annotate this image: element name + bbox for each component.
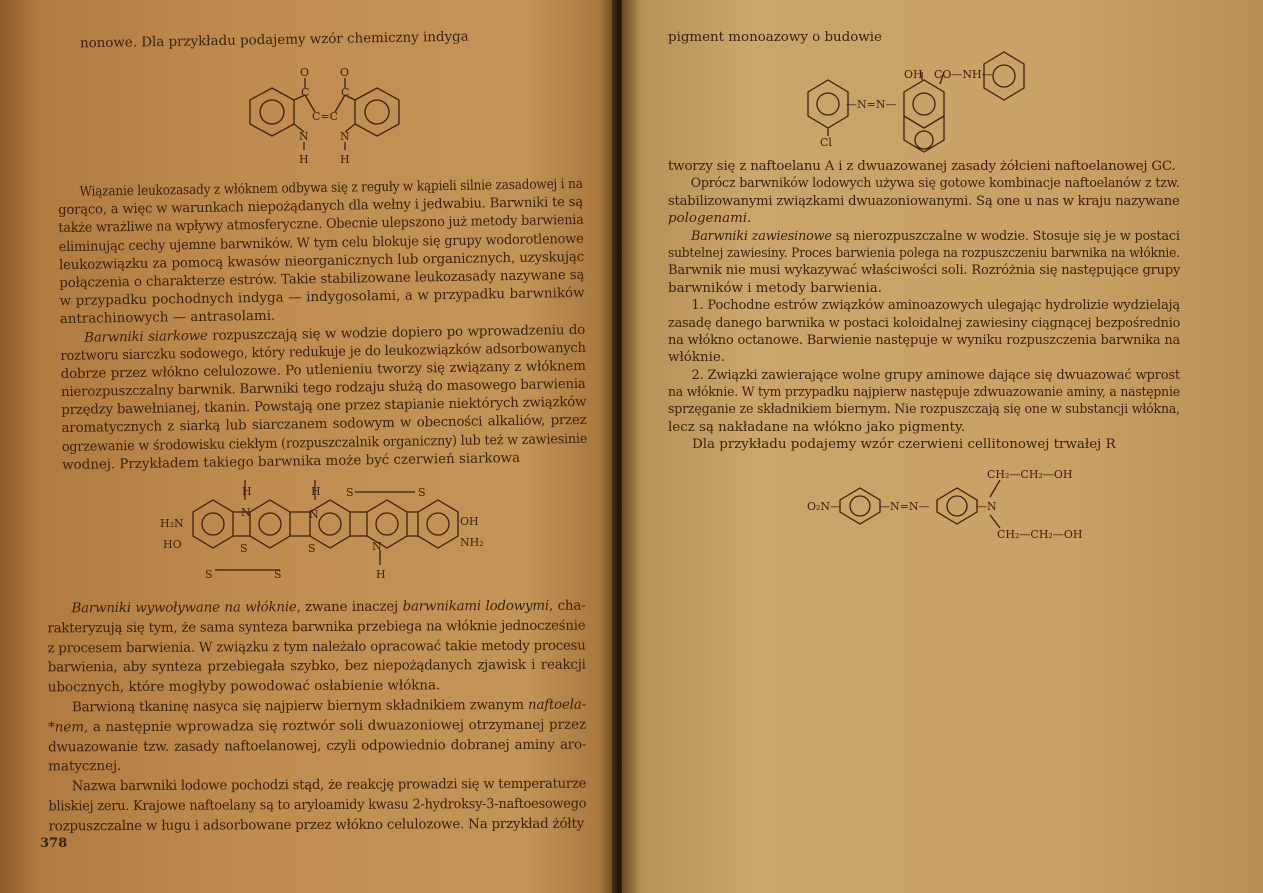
text-line [668, 158, 1180, 175]
text-span: w przypadku pochodnych indyga — indygosolami, a w przypadku barwników [59, 286, 585, 310]
svg-text:—N=N—: —N=N— [846, 98, 897, 111]
text-line [49, 814, 587, 837]
svg-text:Cl: Cl [820, 136, 832, 149]
text-span: dobrze przez włókno celulozowe. Po utlenieniu tworzy się związany z włóknem [60, 358, 586, 382]
text-line [668, 193, 1180, 210]
svg-text:HO: HO [163, 538, 182, 551]
text-line [668, 280, 1180, 297]
text-line [668, 401, 1180, 418]
text-span: z procesem barwienia. W związku z tym należało opracować takie metody procesu [47, 638, 586, 657]
pigment-labels [820, 68, 993, 149]
text-line [47, 636, 586, 659]
text-line [668, 210, 1180, 227]
text-line [48, 795, 587, 817]
text-span: *nem [48, 720, 85, 736]
text-span: nierozpuszczalny barwnik. Barwniki tego rodzaju służą do masowego barwienia [60, 376, 586, 401]
text-span: dwuazowanie tzw. zasady naftoelanowej, czyli odpowiednio dobranej aminy aro- [48, 737, 587, 755]
text-span: barwienia, aby synteza przebiegała szybko, bez niepożądanych zjawisk i reakcji [47, 657, 586, 676]
text-span: przędzy bawełnianej, tkanin. Powstają one przez stapianie niektórych związków [61, 395, 587, 419]
text-span: wodnej. Przykładem takiego barwnika może być czerwień siarkowa [62, 450, 521, 473]
text-line [668, 419, 1180, 436]
text-line [668, 436, 1180, 453]
svg-text:S: S [418, 486, 426, 499]
text-line [48, 656, 586, 679]
text-span: Barwniki wywoływane na włóknie [71, 600, 297, 617]
text-line [668, 315, 1181, 332]
svg-text:H: H [376, 568, 386, 581]
text-span: pologenami. [668, 211, 752, 227]
text-span: subtelnej zawiesiny. Proces barwienia polega na rozpuszczeniu barwnika na włóknie. [668, 245, 1180, 261]
sulfur-dye-labels [160, 485, 484, 581]
svg-text:S: S [240, 542, 248, 555]
text-span: Dla przykładu podajemy wzór czerwieni cellitonowej trwałej R [692, 437, 1116, 453]
text-span: także wrażliwe na wpływy atmosferyczne. Obecnie ulepszono już metody barwienia [58, 213, 584, 237]
right-page [622, 0, 1263, 893]
svg-text:N: N [309, 508, 319, 521]
left-text-block-1 [58, 176, 588, 475]
text-span: gorąco, a więc w warunkach niepożądanych dla wełny i jedwabiu. Barwniki te są [58, 195, 584, 219]
text-line [48, 735, 586, 758]
page-number: 378 [40, 836, 68, 851]
text-line [668, 297, 1181, 314]
svg-text:S: S [205, 568, 213, 581]
text-span: stabilizowanymi związkami dwuazoniowanymi. Są one u nas w kraju nazywane [668, 193, 1180, 209]
text-span: na włóknie. W tym przypadku najpierw następuje zdwuazowanie aminy, a następnie [668, 385, 1180, 401]
text-span: 2. Związki zawierające wolne grupy aminowe dające się dwuazować wprost [691, 367, 1181, 383]
text-span: Oprócz barwników lodowych używa się gotowe kombinacje naftoelanów z tzw. [690, 176, 1180, 192]
left-header: nonowe. Dla przykładu podajemy wzór chemiczny indyga [79, 29, 469, 52]
svg-text:S: S [308, 542, 316, 555]
svg-text:NH₂: NH₂ [460, 536, 484, 549]
svg-text:O: O [300, 66, 310, 79]
text-span: , zwane inaczej [296, 599, 403, 616]
svg-text:S: S [274, 568, 282, 581]
text-line [668, 349, 1180, 366]
text-span: Barwniki zawiesinowe [690, 228, 832, 244]
svg-text:N: N [241, 506, 251, 519]
svg-text:—N=N—: —N=N— [879, 500, 930, 513]
svg-text:—N: —N [976, 500, 997, 513]
svg-text:C: C [301, 86, 310, 99]
svg-text:O: O [340, 66, 350, 79]
text-span: na włókno octanowe. Barwienie następuje w wyniku rozpuszczenia barwnika na [668, 332, 1181, 348]
text-span: , cha- [548, 598, 586, 614]
text-span: rozpuszczają się w wodzie dopiero po wprowadzeniu do [207, 322, 586, 344]
svg-text:N: N [372, 540, 382, 553]
text-line [668, 367, 1181, 384]
text-span: matycznej. [48, 759, 122, 775]
svg-text:C: C [341, 86, 350, 99]
svg-text:H: H [299, 153, 309, 166]
text-span: zasadę danego barwnika w postaci koloidalnej zawiesiny ciągnącej bezpośrednio [668, 315, 1181, 331]
svg-text:N: N [299, 130, 309, 143]
svg-text:H: H [311, 485, 321, 498]
svg-text:H: H [340, 153, 350, 166]
left-page [0, 0, 618, 893]
text-span: naftoela- [527, 697, 586, 713]
text-span: ogrzewanie w środowisku ciekłym (rozpuszczalnik organiczny) lub też w zawiesinie [61, 431, 588, 455]
text-span: połączenia o charakterze estrów. Takie stabilizowane leukozasady nazywane są [59, 267, 585, 292]
text-span: lecz są nakładane na włókno jako pigmenty. [668, 419, 965, 435]
svg-text:CH₂—CH₂—OH: CH₂—CH₂—OH [987, 468, 1073, 481]
text-line [668, 228, 1180, 245]
right-header: pigment monoazowy o budowie [668, 30, 882, 45]
text-line [668, 262, 1181, 279]
svg-text:H: H [242, 485, 252, 498]
svg-text:S: S [346, 486, 354, 499]
svg-text:CO—NH—: CO—NH— [934, 68, 993, 81]
text-line [48, 715, 586, 738]
text-span: antrachinowych — antrasolami. [59, 309, 276, 328]
text-span: rakteryzują się tym, że sama synteza barwnika przebiega na włóknie jednocześnie [47, 618, 586, 637]
svg-text:H₂N: H₂N [160, 517, 184, 530]
text-span: 1. Pochodne estrów związków aminoazowych ulegając hydrolizie wydzielają [691, 298, 1181, 314]
text-span: tworzy się z naftoelanu A i z dwuazowanej zasady żółcieni naftoelanowej GC. [668, 159, 1176, 174]
svg-text:C=C: C=C [312, 110, 339, 123]
text-span: są nierozpuszczalne w wodzie. Stosuje się je w postaci [831, 228, 1180, 244]
text-span: bliskiej zeru. Krajowe naftoelany są to aryloamidy kwasu 2-hydroksy-3-naftoesowego [48, 796, 587, 815]
svg-text:N: N [340, 130, 350, 143]
text-span: ubocznych, które mogłyby powodować osłabienie włókna. [47, 678, 441, 696]
svg-text:CH₂—CH₂—OH: CH₂—CH₂—OH [997, 528, 1083, 541]
right-text-block [668, 158, 1180, 454]
text-span: włóknie. [668, 350, 726, 366]
indigo-labels [299, 66, 350, 166]
celliton-red-labels [807, 468, 1082, 541]
text-span: aromatycznych z siarką lub siarczanem sodowym w obecności alkaliów, przez [61, 413, 587, 437]
text-line [668, 245, 1180, 262]
text-span: eliminując cechy ujemne barwników. W tym celu blokuje się grupy wodorotlenowe [58, 231, 584, 255]
text-span: Barwioną tkaninę nasyca się najpierw biernym składnikiem zwanym [71, 697, 529, 716]
text-span: Nazwa barwniki lodowe pochodzi stąd, że reakcję prowadzi się w temperaturze [71, 776, 587, 795]
svg-text:OH: OH [460, 515, 479, 528]
text-span: , a następnie wprowadza się roztwór soli dwuazoniowej otrzymanej przez [83, 717, 587, 736]
text-span: barwników i metody barwienia. [668, 280, 882, 296]
text-span: leukozwiązku za pomocą kwasów nieorganicznych lub organicznych, uzyskując [58, 249, 585, 273]
text-line [668, 384, 1180, 401]
pigment-structure [808, 52, 1024, 152]
text-span: Barwnik nie musi wykazywać właściwości soli. Rozróżnia się następujące grupy [668, 263, 1181, 279]
text-span: Wiązanie leukozasady z włóknem odbywa się z reguły w kąpieli silnie zasadowej i na [79, 176, 583, 200]
left-text-block-2 [47, 597, 586, 837]
text-span: sprzęganie ze składnikiem biernym. Nie rozpuszczają się one w substancji włókna, [668, 402, 1180, 418]
text-line [48, 696, 586, 719]
text-line [668, 332, 1181, 349]
text-span: barwnikami lodowymi [402, 598, 549, 615]
svg-text:OH: OH [904, 68, 923, 81]
text-line [48, 775, 587, 798]
text-span: Barwniki siarkowe [84, 328, 208, 346]
svg-text:O₂N—: O₂N— [807, 500, 842, 513]
text-span: roztworu siarczku sodowego, który redukuje je do leukozwiązków adsorbowanych [60, 340, 586, 364]
text-span: rozpuszczalne w ługu i adsorbowane przez włókno celulozowe. Na przykład żółty [48, 816, 585, 835]
text-line [668, 175, 1180, 192]
text-line [47, 616, 586, 639]
